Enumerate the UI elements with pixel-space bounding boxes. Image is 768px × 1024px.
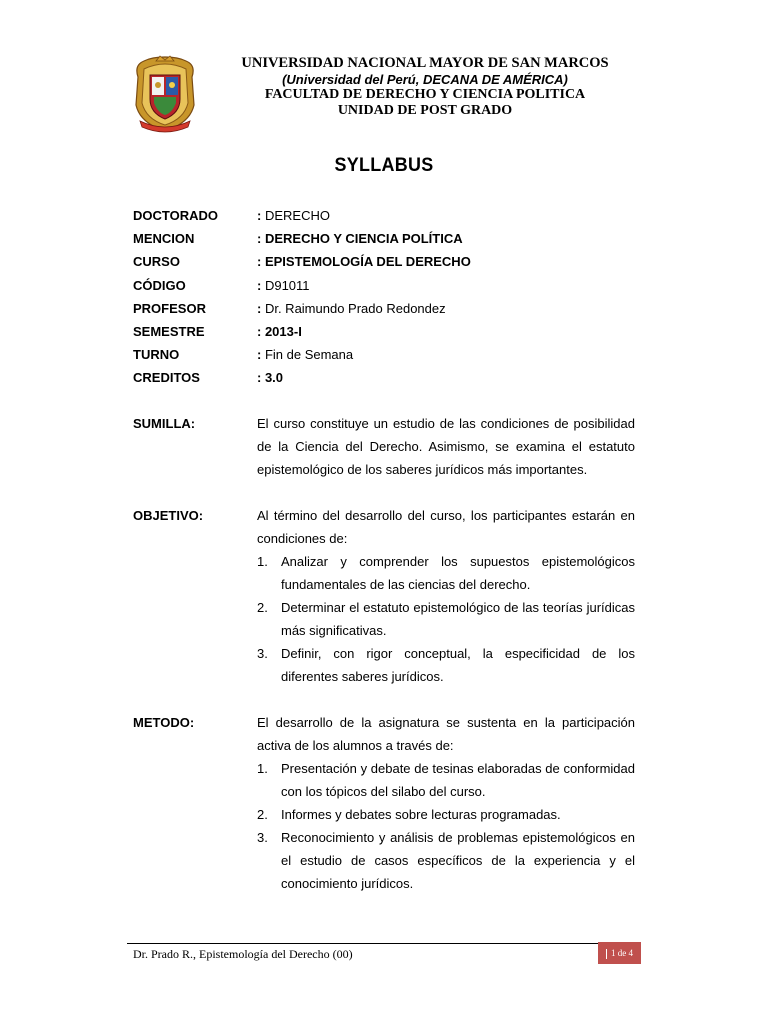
field-label: CÓDIGO [133,277,186,293]
objetivo-list [257,550,635,688]
sumilla-text: El curso constituye un estudio de las condiciones de posibilidad de la Ciencia del Derecho. Asimismo, se examina el estatuto epistemológico de los saberes jurídicos más importantes. [257,416,635,477]
document-header [200,56,650,118]
field-value: : 3.0 [257,370,284,386]
unit-name: UNIDAD DE POST GRADO [337,102,513,118]
field-label: SEMESTRE [133,323,205,339]
field-label: DOCTORADO [133,208,218,223]
metodo-intro: El desarrollo de la asignatura se sustenta en la participación activa de los alumnos a través de: [257,715,635,753]
field-label: CURSO [133,254,180,270]
list-item: 2. Informes y debates sobre lecturas programadas. [257,807,561,822]
field-label: MENCION [133,231,195,247]
field-value: : Fin de Semana [257,347,354,363]
objetivo-intro: Al término del desarrollo del curso, los participantes estarán en condiciones de: [257,508,635,546]
list-item: 2. Determinar el estatuto epistemológico de las teorías jurídicas más significativas. [257,600,635,638]
badge-separator [606,949,607,959]
footer-text: Dr. Prado R., Epistemología del Derecho (00) [133,947,353,961]
field-label: TURNO [133,347,180,363]
metodo-list [257,757,635,895]
objetivo-label: OBJETIVO: [133,508,204,523]
document-title: SYLLABUS [334,154,434,176]
field-value: : D91011 [257,277,310,293]
university-crest-logo [132,55,198,133]
faculty-name: FACULTAD DE DERECHO Y CIENCIA POLITICA [264,87,586,103]
field-value: : Dr. Raimundo Prado Redondez [257,300,446,316]
field-value: : 2013-I [257,323,302,339]
list-item: 1. Analizar y comprender los supuestos epistemológicos fundamentales de las ciencias del derecho. [257,554,635,592]
field-value: : DERECHO Y CIENCIA POLÍTICA [257,231,463,247]
list-item: 1. Presentación y debate de tesinas elaboradas de conformidad con los tópicos del silabo del curso. [257,761,635,799]
field-value: : DERECHO [257,208,330,223]
page-number-badge [598,942,641,964]
page-number: 1 de 4 [611,948,633,958]
university-subtitle: (Universidad del Perú, DECANA DE AMÉRICA) [282,71,568,87]
field-value: : EPISTEMOLOGÍA DEL DERECHO [257,254,471,270]
university-name: UNIVERSIDAD NACIONAL MAYOR DE SAN MARCOS [241,55,609,71]
field-label: PROFESOR [133,300,206,316]
list-item: 3. Definir, con rigor conceptual, la especificidad de los diferentes saberes jurídicos. [257,646,635,684]
field-label: CREDITOS [133,370,200,386]
metodo-label: METODO: [133,715,195,730]
sumilla-label: SUMILLA: [133,416,196,431]
list-item: 3. Reconocimiento y análisis de problemas epistemológicos en el estudio de casos específicos de la experiencia y el conocimiento jurídicos. [257,830,635,891]
footer-divider [127,943,641,944]
